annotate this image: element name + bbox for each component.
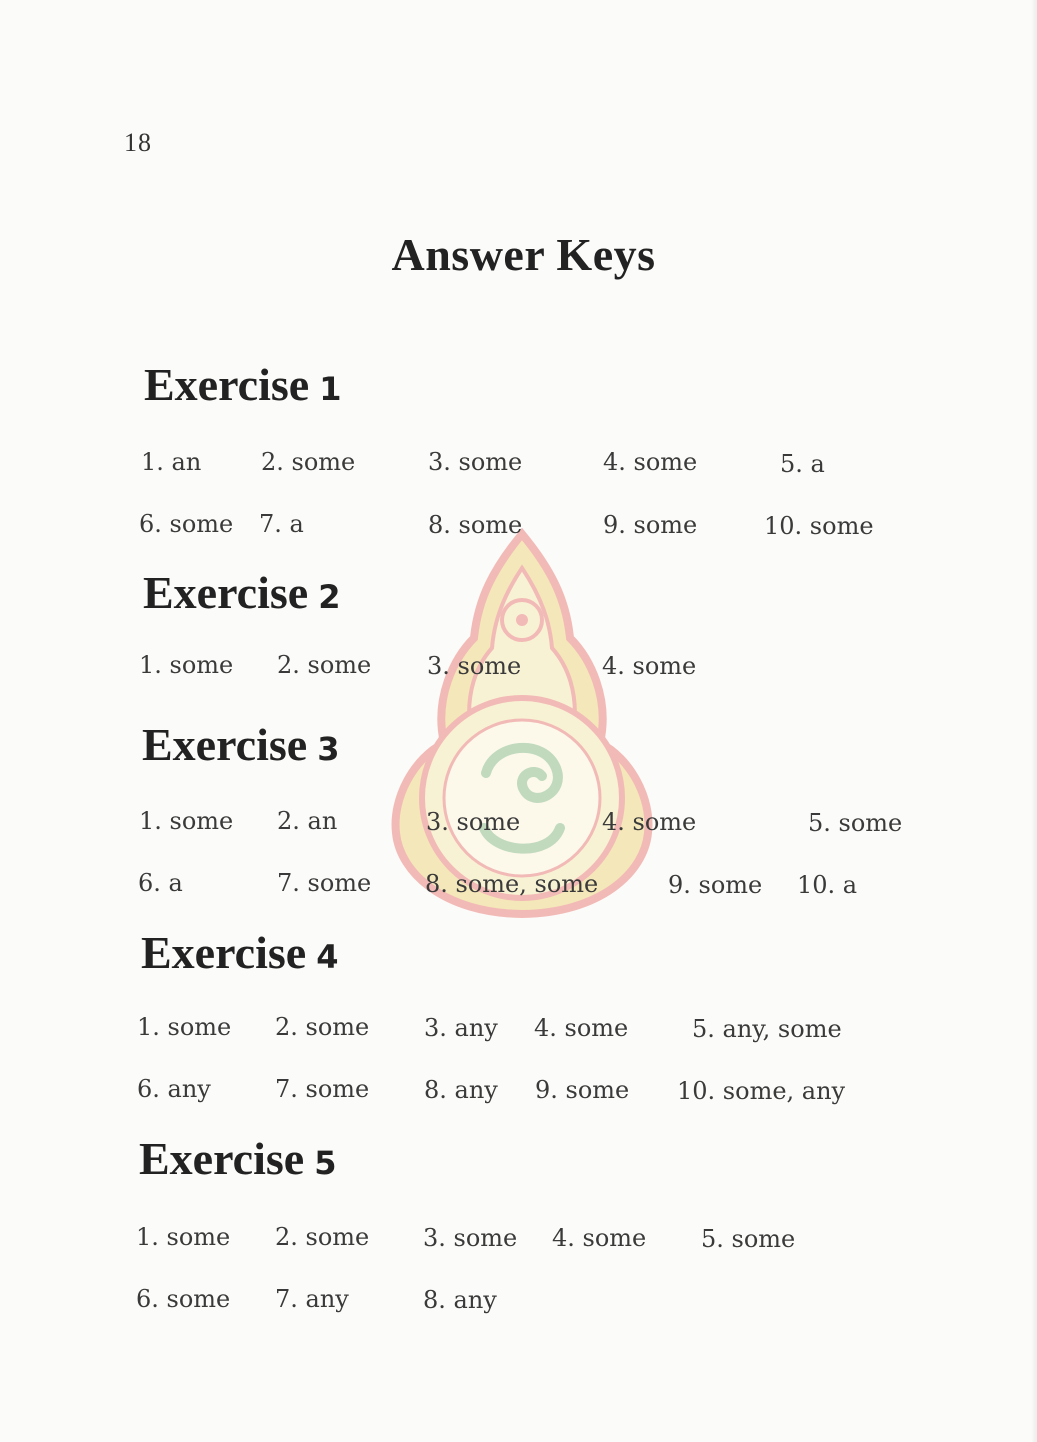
answer-item: 3. some — [428, 448, 523, 476]
exercise-number: 5 — [314, 1144, 337, 1182]
answer-item: 1. an — [141, 448, 202, 476]
page-title: Answer Keys — [391, 229, 656, 280]
exercise-heading — [142, 718, 339, 771]
answer-item: 10. a — [797, 871, 858, 899]
answer-item: 7. some — [277, 869, 372, 897]
answer-item: 6. any — [137, 1075, 211, 1103]
answer-item: 2. some — [277, 651, 372, 679]
answer-item: 5. some — [808, 809, 903, 837]
answer-item: 6. some — [136, 1285, 231, 1313]
answer-item: 3. some — [423, 1224, 518, 1252]
answer-item: 4. some — [602, 808, 697, 836]
answer-item: 4. some — [552, 1224, 647, 1252]
page-edge-shadow — [1031, 0, 1037, 1442]
exercise-heading — [139, 1132, 336, 1185]
answer-item: 10. some — [764, 512, 874, 540]
exercise-label: Exercise — [139, 1133, 305, 1184]
answer-item: 6. some — [139, 510, 234, 538]
answer-item: 2. some — [275, 1013, 370, 1041]
answer-item: 8. any — [424, 1076, 498, 1104]
exercise-label: Exercise — [141, 927, 307, 978]
exercise-label: Exercise — [143, 567, 309, 618]
answer-item: 8. any — [423, 1286, 497, 1314]
answer-item: 9. some — [668, 871, 763, 899]
answer-item: 3. any — [424, 1014, 498, 1042]
exercise-heading — [141, 926, 338, 979]
answer-item: 7. some — [275, 1075, 370, 1103]
answer-item: 7. any — [275, 1285, 349, 1313]
answer-item: 9. some — [603, 511, 698, 539]
answer-item: 5. some — [701, 1225, 796, 1253]
exercise-heading — [144, 358, 341, 411]
page-number: 18 — [124, 128, 152, 157]
exercise-number: 2 — [318, 578, 341, 616]
answer-item: 8. some — [428, 511, 523, 539]
answer-item: 10. some, any — [677, 1077, 846, 1105]
answer-item: 4. some — [603, 448, 698, 476]
answer-item: 6. a — [138, 869, 183, 897]
exercise-number: 3 — [317, 730, 340, 768]
answer-item: 4. some — [602, 652, 697, 680]
emblem-watermark-icon — [374, 528, 670, 918]
answer-item: 1. some — [136, 1223, 231, 1251]
exercise-label: Exercise — [142, 719, 308, 770]
answer-item: 7. a — [259, 510, 304, 538]
answer-item: 8. some, some — [425, 870, 599, 898]
exercise-label: Exercise — [144, 359, 310, 410]
answer-item: 3. some — [427, 652, 522, 680]
exercise-number: 4 — [316, 938, 339, 976]
answer-item: 1. some — [139, 651, 234, 679]
answer-item: 2. an — [277, 807, 338, 835]
answer-item: 1. some — [139, 807, 234, 835]
answer-item: 9. some — [535, 1076, 630, 1104]
answer-item: 5. a — [780, 450, 825, 478]
exercise-heading — [143, 566, 340, 619]
answer-item: 5. any, some — [692, 1015, 842, 1043]
answer-item: 3. some — [426, 808, 521, 836]
answer-item: 1. some — [137, 1013, 232, 1041]
exercise-number: 1 — [319, 370, 342, 408]
answer-item: 2. some — [275, 1223, 370, 1251]
answer-item: 2. some — [261, 448, 356, 476]
answer-item: 4. some — [534, 1014, 629, 1042]
